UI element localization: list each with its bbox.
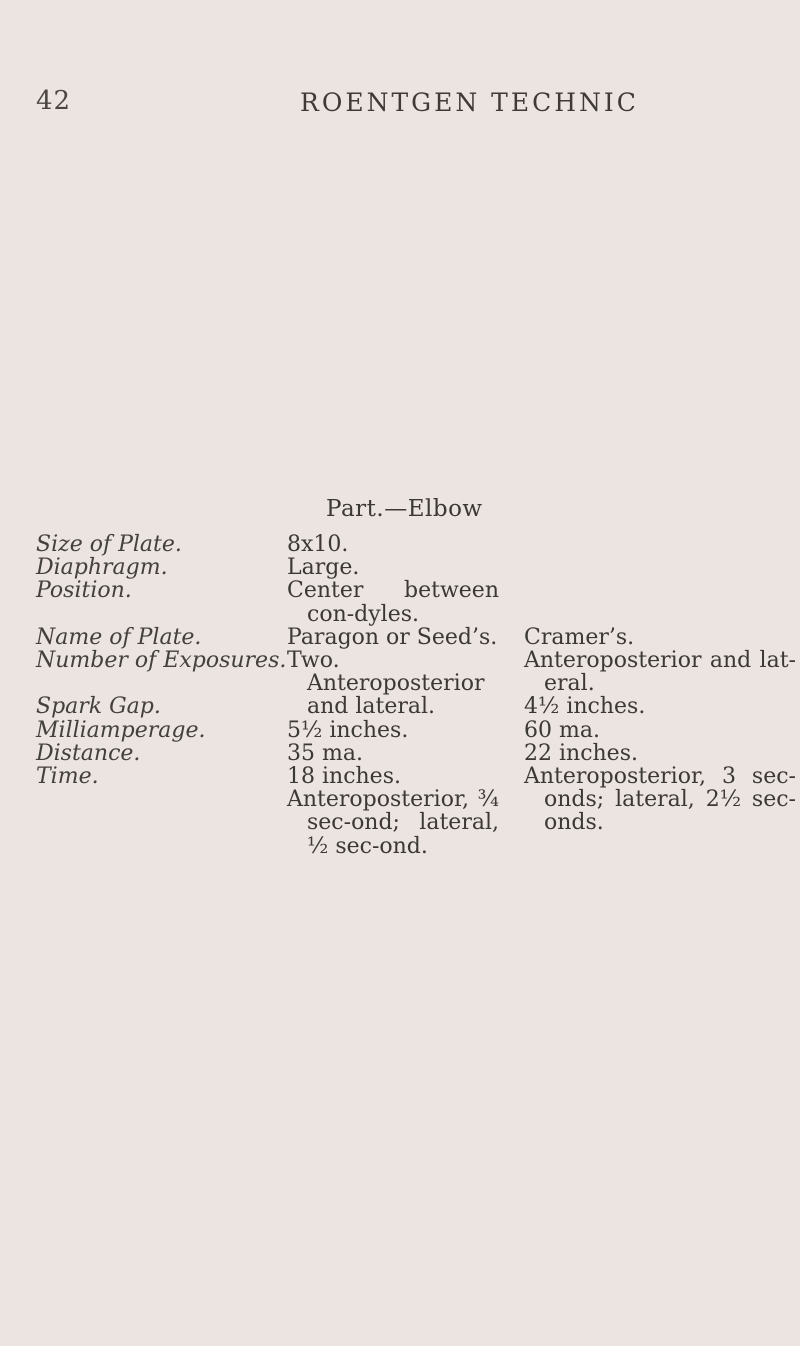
technique-column-b [524,533,796,835]
page-number: 42 [36,86,72,116]
value-milliamperage-a: 35 ma. [287,740,363,766]
label-position: Position. [36,578,132,604]
value-number-of-exposures-b: Anteroposterior and lat-eral. [524,647,796,697]
value-distance-a: 18 inches. [287,764,401,790]
value-diaphragm: Large. [287,555,360,581]
label-spark-gap: Spark Gap. [36,694,161,720]
technique-column-a [287,533,499,858]
label-number-of-exposures: Number of Exposures. [36,648,287,673]
running-head: ROENTGEN TECHNIC [300,88,639,117]
value-spark-gap-b: 4½ inches. [524,694,646,720]
value-size-of-plate: 8x10. [287,532,349,557]
label-name-of-plate: Name of Plate. [36,624,202,650]
label-time: Time. [36,764,99,789]
value-time-a: Anteroposterior, ¾ sec-ond; lateral, ½ sec-ond. [287,787,499,859]
value-distance-b: 22 inches. [524,740,638,766]
label-milliamperage: Milliamperage. [36,717,206,743]
label-diaphragm: Diaphragm. [36,555,168,581]
value-name-of-plate-b: Cramer’s. [524,624,635,650]
field-labels [36,533,298,788]
value-spark-gap-a: 5½ inches. [287,717,409,743]
value-number-of-exposures-a: Two. Anteroposterior and lateral. [287,648,485,720]
value-milliamperage-b: 60 ma. [524,717,600,743]
label-distance: Distance. [36,740,141,766]
label-size-of-plate: Size of Plate. [36,532,182,557]
value-time-b: Anteroposterior, 3 sec-onds; lateral, 2½ sec-onds. [524,764,796,836]
value-name-of-plate-a: Paragon or Seed’s. [287,624,498,650]
value-position: Center between con-dyles. [287,578,499,627]
part-title: Part.—Elbow [326,496,483,522]
